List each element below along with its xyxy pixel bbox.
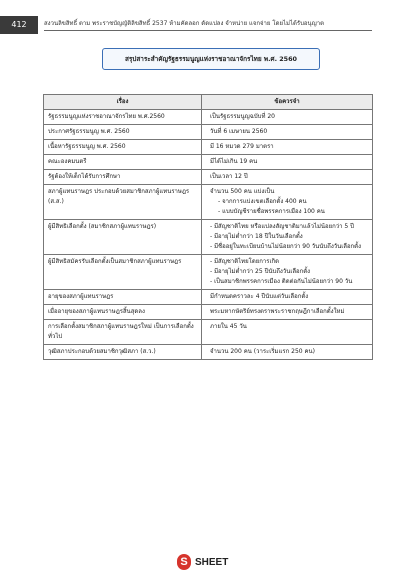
note-line: วันที่ 6 เมษายน 2560 [210,128,268,135]
copyright-notice: สงวนลิขสิทธิ์ ตาม พระราชบัญญัติลิขสิทธิ์ 2537 ห้ามคัดลอก ดัดแปลง จำหน่าย แจกจ่าย โดยไม่ได้รับอนุญาต [44,20,324,27]
table-row [44,220,373,255]
row-topic: เนื้อหารัฐธรรมนูญ พ.ศ. 2560 [44,140,202,155]
note-line: มี 16 หมวด 279 มาตรา [210,143,274,150]
table-row [44,140,373,155]
row-note [202,220,373,255]
note-line: - เป็นสมาชิกพรรคการเมือง ติดต่อกันไม่น้อยกว่า 90 วัน [210,278,353,285]
table-row [44,185,373,220]
column-header-topic: เรื่อง [44,95,202,110]
note-line: พระมหากษัตริย์ทรงตราพระราชกฤษฎีกาเลือกตั้งใหม่ [210,308,345,315]
note-line: มีได้ไม่เกิน 19 คน [210,158,258,165]
row-note [202,170,373,185]
row-note [202,290,373,305]
note-line: มีกำหนดคราวละ 4 ปีนับแต่วันเลือกตั้ง [210,293,309,300]
note-line: - มีสัญชาติไทยโดยการเกิด [210,258,280,265]
brand-logo [177,552,228,572]
column-header-note: ข้อควรจำ [202,95,373,110]
row-note [202,155,373,170]
row-topic: สภาผู้แทนราษฎร ประกอบด้วยสมาชิกสภาผู้แทนราษฎร (ส.ส.) [44,185,202,220]
note-line: เป็นเวลา 12 ปี [210,173,248,180]
note-line: จำนวน 500 คน แบ่งเป็น [210,188,275,195]
table-row [44,125,373,140]
table-header-row [44,95,373,110]
summary-table [43,94,373,360]
row-topic: ผู้มีสิทธิสมัครรับเลือกตั้งเป็นสมาชิกสภาผู้แทนราษฎร [44,255,202,290]
row-topic: ผู้มีสิทธิเลือกตั้ง (สมาชิกสภาผู้แทนราษฎร) [44,220,202,255]
row-topic: อายุของสภาผู้แทนราษฎร [44,290,202,305]
page-number: 412 [0,16,38,34]
note-line: - แบบบัญชีรายชื่อพรรคการเมือง 100 คน [218,208,325,215]
table-row [44,255,373,290]
note-line: - มีสัญชาติไทย หรือแปลงสัญชาติมาแล้วไม่น้อยกว่า 5 ปี [210,223,354,230]
note-line: - มีอายุไม่ต่ำกว่า 18 ปีในวันเลือกตั้ง [210,233,303,240]
row-note [202,320,373,345]
table-row [44,155,373,170]
row-note [202,110,373,125]
note-line: จำนวน 200 คน (วาระเริ่มแรก 250 คน) [210,348,315,355]
row-note [202,255,373,290]
row-note [202,140,373,155]
note-line: ภายใน 45 วัน [210,323,247,330]
table-row [44,290,373,305]
row-topic: คณะองคมนตรี [44,155,202,170]
table-row [44,345,373,360]
row-note [202,305,373,320]
row-note [202,185,373,220]
row-topic: รัฐธรรมนูญแห่งราชอาณาจักรไทย พ.ศ.2560 [44,110,202,125]
row-topic: วุฒิสภาประกอบด้วยสมาชิกวุฒิสภา (ส.ว.) [44,345,202,360]
note-line: - จากการแบ่งเขตเลือกตั้ง 400 คน [218,198,307,205]
row-note [202,125,373,140]
table-row [44,110,373,125]
table-row [44,170,373,185]
note-line: - มีชื่ออยู่ในทะเบียนบ้านไม่น้อยกว่า 90 วันนับถึงวันเลือกตั้ง [210,243,362,250]
table-row [44,320,373,345]
sheet-logo-icon: S [177,554,191,570]
row-topic: ประกาศรัฐธรรมนูญ พ.ศ. 2560 [44,125,202,140]
row-topic: การเลือกตั้งสมาชิกสภาผู้แทนราษฎรใหม่ เป็นการเลือกตั้งทั่วไป [44,320,202,345]
note-line: - มีอายุไม่ต่ำกว่า 25 ปีนับถึงวันเลือกตั้ง [210,268,311,275]
section-title: สรุปสาระสำคัญรัฐธรรมนูญแห่งราชอาณาจักรไทย พ.ศ. 2560 [102,48,320,70]
row-note [202,345,373,360]
row-topic: เมื่ออายุของสภาผู้แทนราษฎรสิ้นสุดลง [44,305,202,320]
row-topic: รัฐต้องให้เด็กได้รับการศึกษา [44,170,202,185]
brand-name: SHEET [195,556,229,568]
note-line: เป็นรัฐธรรมนูญฉบับที่ 20 [210,113,275,120]
table-row [44,305,373,320]
header-divider [44,30,372,31]
